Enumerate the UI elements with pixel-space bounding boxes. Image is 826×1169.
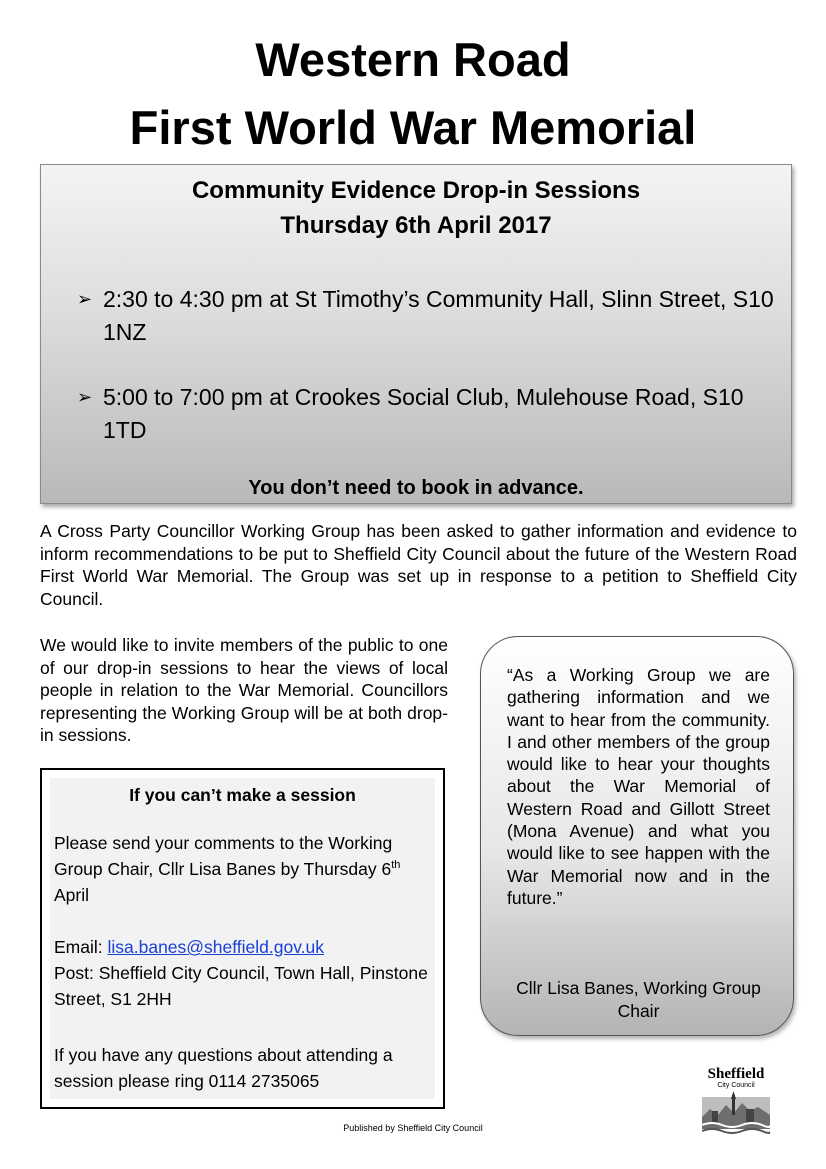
contact-instructions-month: April (54, 885, 90, 905)
booking-note: You don’t need to book in advance. (248, 477, 584, 499)
sessions-box (40, 164, 792, 504)
invite-paragraph: We would like to invite members of the public to one of our drop-in sessions to hear the views of local people in relation to the War Memorial. Councillors representing the Working Group will be at both drop-in sessions. (40, 635, 448, 745)
contact-box (40, 768, 445, 1109)
contact-instructions (54, 830, 439, 908)
session-item (77, 283, 787, 349)
email-link[interactable]: lisa.banes@sheffield.gov.uk (107, 937, 325, 957)
phone-info: If you have any questions about attending a session please ring 0114 2735065 (54, 1045, 393, 1091)
ordinal-suffix: th (391, 859, 401, 872)
sessions-heading: Community Evidence Drop-in Sessions (191, 177, 641, 204)
page-title-line-1: Western Road (255, 33, 571, 86)
arrow-bullet-icon: ➢ (77, 289, 93, 309)
page-title-line-2: First World War Memorial (129, 101, 697, 154)
quote-text: “As a Working Group we are gathering information and we want to hear from the community. I and other members of the group would like to hear your thoughts about the War Memorial of Western Road and Gillott Street (Mona Avenue) and what you would like to see happen with the War Memorial now and in the future.” (507, 665, 770, 908)
logo-name: Sheffield (707, 1066, 765, 1082)
quote-signature: Cllr Lisa Banes, Working Group Chair (516, 978, 761, 1021)
arrow-bullet-icon: ➢ (77, 387, 93, 407)
session-item (77, 381, 787, 447)
email-label: Email: (54, 937, 108, 957)
session-item-text: 2:30 to 4:30 pm at St Timothy’s Community Hall, Slinn Street, S10 1NZ (103, 286, 774, 345)
contact-instructions-text: Please send your comments to the Working Group Chair, Cllr Lisa Banes by Thursday 6 (54, 833, 393, 879)
intro-paragraph: A Cross Party Councillor Working Group has been asked to gather information and evidence to inform recommendations to be put to Sheffield City Council about the future of the Western Road First World War Memorial. The Group was set up in response to a petition to Sheffield City Council. (40, 521, 797, 609)
publisher-footer: Published by Sheffield City Council (343, 1123, 483, 1133)
contact-details (54, 934, 439, 1012)
post-address: Post: Sheffield City Council, Town Hall, Pinstone Street, S1 2HH (54, 963, 428, 1009)
quote-box (480, 636, 794, 1036)
session-item-text: 5:00 to 7:00 pm at Crookes Social Club, Mulehouse Road, S10 1TD (103, 384, 744, 443)
logo-subtitle: City Council (717, 1082, 755, 1089)
contact-heading: If you can’t make a session (129, 785, 356, 805)
sessions-date: Thursday 6th April 2017 (280, 212, 552, 239)
